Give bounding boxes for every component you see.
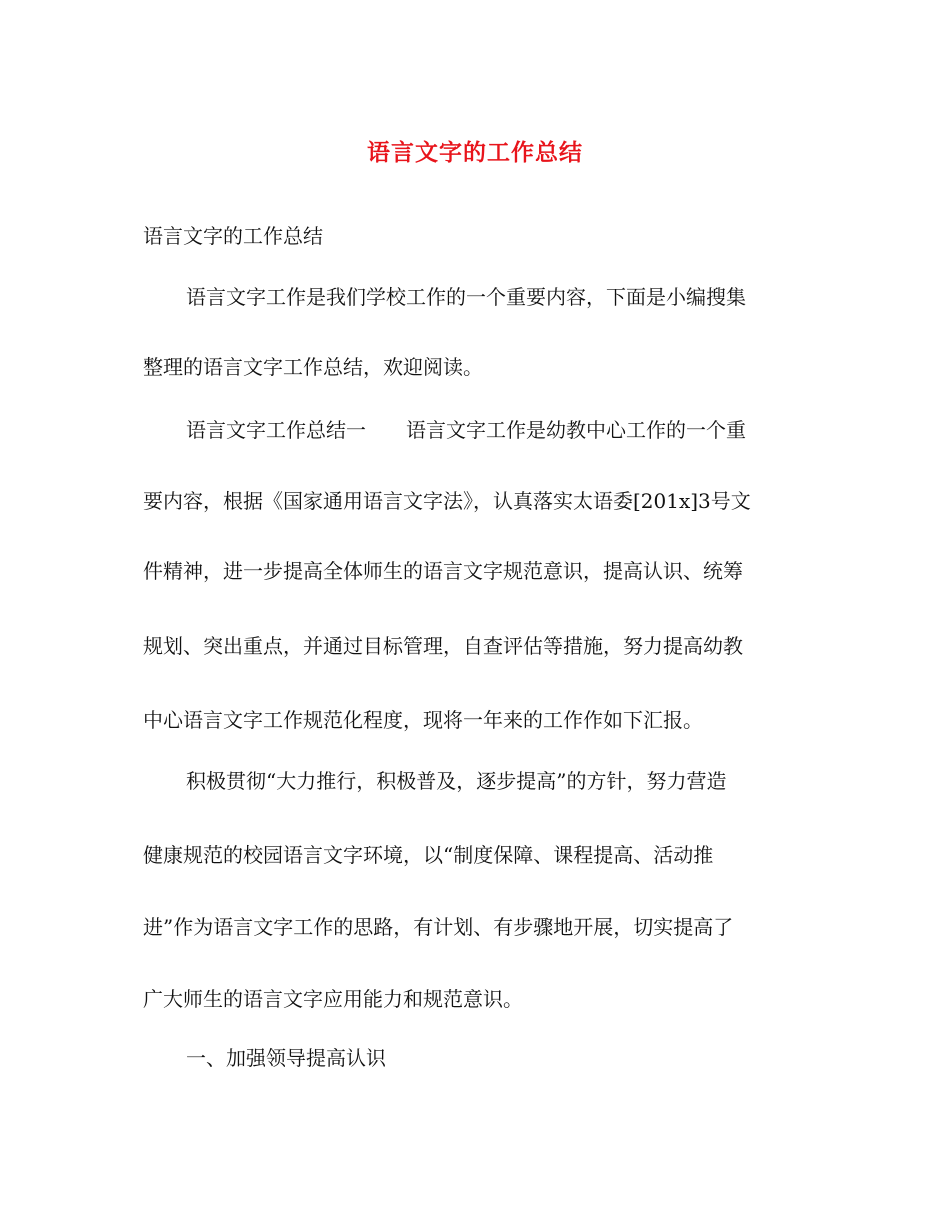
- paragraph-line: 进”作为语言文字工作的思路，有计划、有步骤地开展，切实提高了: [143, 915, 734, 939]
- paragraph-line: 整理的语言文字工作总结，欢迎阅读。: [143, 355, 483, 379]
- document-title: 语言文字的工作总结: [367, 139, 583, 166]
- subtitle-line: 语言文字的工作总结: [143, 224, 323, 248]
- paragraph-line: 积极贯彻“大力推行，积极普及，逐步提高”的方针，努力营造: [186, 769, 727, 793]
- paragraph-line: 健康规范的校园语言文字环境，以“制度保障、课程提高、活动推: [143, 843, 714, 867]
- paragraph-line: 语言文字工作总结一 语言文字工作是幼教中心工作的一个重: [186, 418, 746, 442]
- paragraph-line: 要内容，根据《国家通用语言文字法》，认真落实太语委[201x]3号文: [143, 489, 751, 513]
- paragraph-line: 中心语言文字工作规范化程度，现将一年来的工作作如下汇报。: [143, 708, 703, 732]
- paragraph-line: 规划、突出重点，并通过目标管理，自查评估等措施，努力提高幼教: [143, 634, 743, 658]
- paragraph-line: 语言文字工作是我们学校工作的一个重要内容，下面是小编搜集: [186, 285, 746, 309]
- paragraph-line: 件精神，进一步提高全体师生的语言文字规范意识，提高认识、统筹: [143, 559, 743, 583]
- section-heading: 一、加强领导提高认识: [186, 1046, 386, 1070]
- paragraph-line: 广大师生的语言文字应用能力和规范意识。: [143, 987, 523, 1011]
